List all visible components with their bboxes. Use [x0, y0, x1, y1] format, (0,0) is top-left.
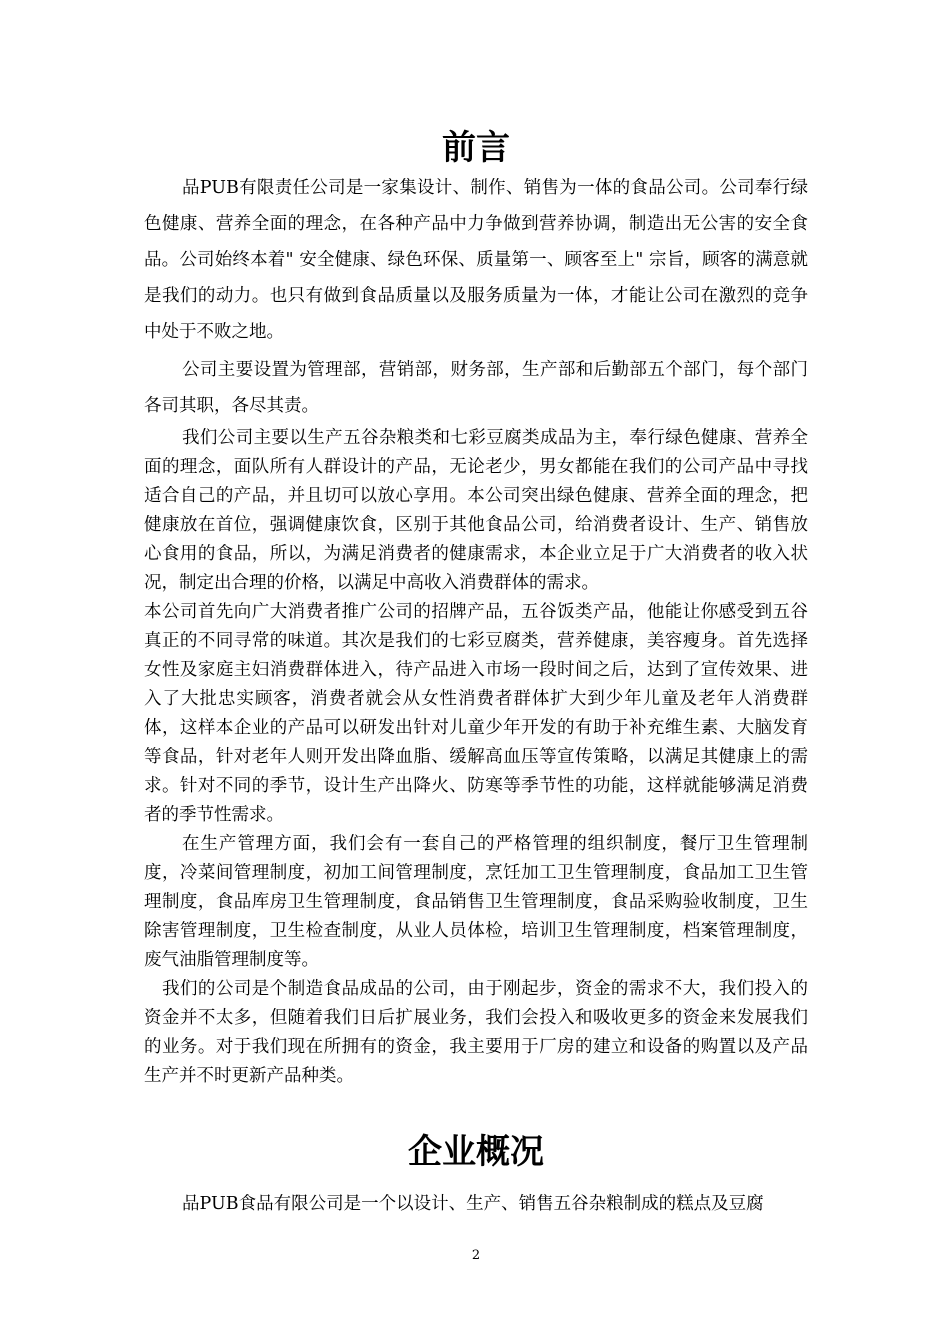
preface-heading: 前言 — [442, 128, 510, 168]
overview-heading: 企业概况 — [408, 1132, 544, 1172]
preface-paragraph-2: 公司主要设置为管理部，营销部，财务部，生产部和后勤部五个部门，每个部门各司其职，各尽其责。 — [144, 360, 808, 416]
document-page — [144, 0, 808, 1344]
preface-paragraph-1: 品PUB有限责任公司是一家集设计、制作、销售为一体的食品公司。公司奉行绿色健康、营养全面的理念，在各种产品中力争做到营养协调，制造出无公害的安全食品。公司始终本着" 安全健康、绿色环保、质量第一、顾客至上" 宗旨，顾客的满意就是我们的动力。也只有做到食品质量以及服务质量为一体，才能让公司在激烈的竞争中处于不败之地。 — [144, 178, 808, 342]
preface-paragraph-5: 在生产管理方面，我们会有一套自己的严格管理的组织制度，餐厅卫生管理制度，冷菜间管理制度，初加工间管理制度，烹饪加工卫生管理制度，食品加工卫生管理制度，食品库房卫生管理制度，食品销售卫生管理制度，食品采购验收制度，卫生除害管理制度，卫生检查制度，从业人员体检，培训卫生管理制度，档案管理制度，废气油脂管理制度等。 — [144, 834, 808, 970]
overview-paragraph: 品PUB食品有限公司是一个以设计、生产、销售五谷杂粮制成的糕点及豆腐 — [182, 1194, 764, 1214]
page-number: 2 — [471, 1248, 481, 1263]
preface-paragraph-6: 我们的公司是个制造食品成品的公司，由于刚起步，资金的需求不大，我们投入的资金并不太多，但随着我们日后扩展业务，我们会投入和吸收更多的资金来发展我们的业务。对于我们现在所拥有的资金，我主要用于厂房的建立和设备的购置以及产品生产并不时更新产品种类。 — [144, 979, 808, 1086]
preface-paragraph-3: 我们公司主要以生产五谷杂粮类和七彩豆腐类成品为主，奉行绿色健康、营养全面的理念，面队所有人群设计的产品，无论老少，男女都能在我们的公司产品中寻找适合自己的产品，并且切可以放心享用。本公司突出绿色健康、营养全面的理念，把健康放在首位，强调健康饮食，区别于其他食品公司，给消费者设计、生产、销售放心食用的食品，所以，为满足消费者的健康需求，本企业立足于广大消费者的收入状况，制定出合理的价格，以满足中高收入消费群体的需求。 — [144, 428, 808, 593]
preface-paragraph-4: 本公司首先向广大消费者推广公司的招牌产品，五谷饭类产品，他能让你感受到五谷真正的不同寻常的味道。其次是我们的七彩豆腐类，营养健康，美容瘦身。首先选择女性及家庭主妇消费群体进入，待产品进入市场一段时间之后，达到了宣传效果、进入了大批忠实顾客，消费者就会从女性消费者群体扩大到少年儿童及老年人消费群体，这样本企业的产品可以研发出针对儿童少年开发的有助于补充维生素、大脑发育等食品，针对老年人则开发出降血脂、缓解高血压等宣传策略，以满足其健康上的需求。针对不同的季节，设计生产出降火、防寒等季节性的功能，这样就能够满足消费者的季节性需求。 — [144, 602, 808, 825]
